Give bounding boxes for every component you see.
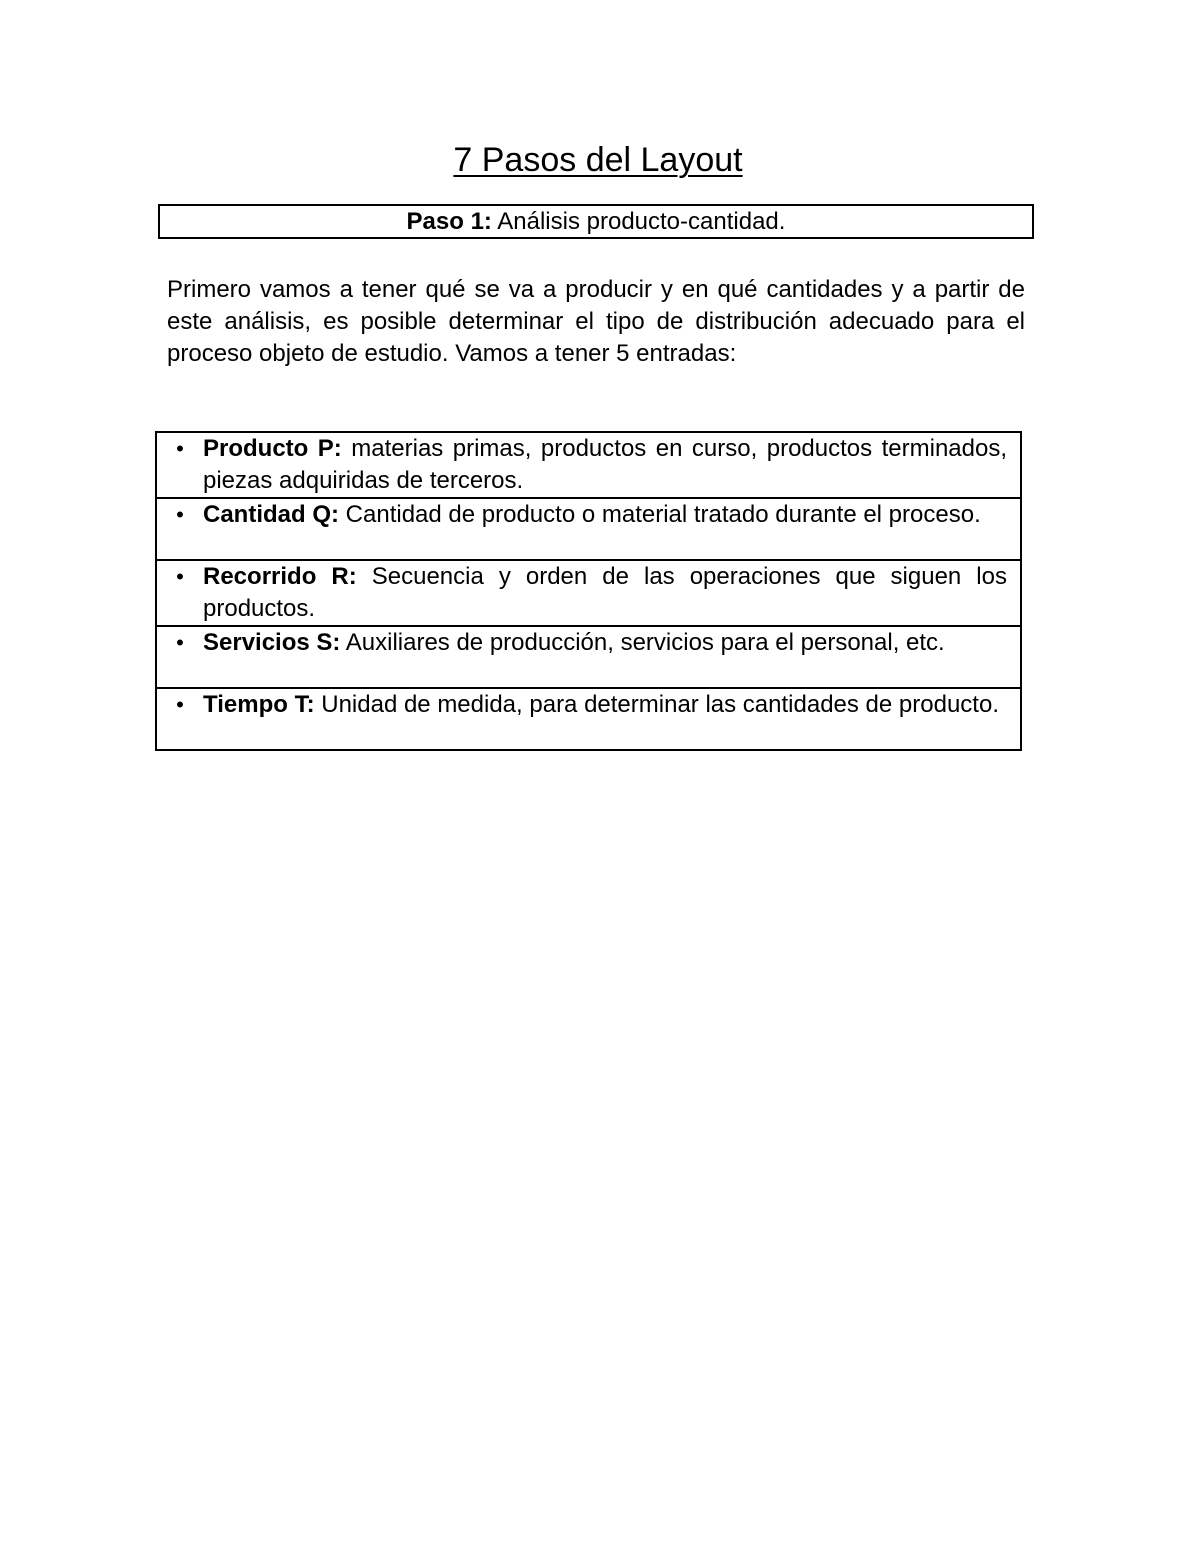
bullet-icon: • bbox=[176, 692, 184, 717]
inputs-table bbox=[155, 431, 1022, 751]
table-row bbox=[156, 626, 1021, 688]
bullet-icon: • bbox=[176, 502, 184, 527]
input-term: Tiempo T: bbox=[203, 691, 315, 718]
step-text: Análisis producto-cantidad. bbox=[497, 208, 786, 235]
input-item-producto bbox=[203, 433, 1020, 497]
page-title: 7 Pasos del Layout bbox=[453, 141, 743, 179]
input-description: Auxiliares de producción, servicios para el personal, etc. bbox=[340, 629, 945, 656]
step-label: Paso 1: bbox=[406, 208, 492, 235]
bullet-icon: • bbox=[176, 436, 184, 461]
input-description: materias primas, productos en curso, productos terminados, piezas adquiridas de terceros. bbox=[203, 435, 1007, 494]
table-row bbox=[156, 432, 1021, 498]
input-item-servicios bbox=[203, 627, 1020, 659]
input-description: Unidad de medida, para determinar las cantidades de producto. bbox=[314, 691, 999, 718]
step-header-box bbox=[158, 204, 1034, 239]
input-item-cantidad bbox=[203, 499, 1020, 531]
input-item-recorrido bbox=[203, 561, 1020, 625]
bullet-icon: • bbox=[176, 630, 184, 655]
input-item-tiempo bbox=[203, 689, 1020, 721]
input-term: Producto P: bbox=[203, 435, 342, 462]
input-term: Recorrido R: bbox=[203, 563, 357, 590]
input-term: Servicios S: bbox=[203, 629, 341, 656]
bullet-icon: • bbox=[176, 564, 184, 589]
input-term: Cantidad Q: bbox=[203, 501, 339, 528]
intro-paragraph: Primero vamos a tener qué se va a producir y en qué cantidades y a partir de este análisis, es posible determinar el tipo de distribución adecuado para el proceso objeto de estudio. Vamos a tener 5 entradas: bbox=[167, 276, 1025, 367]
table-row bbox=[156, 560, 1021, 626]
table-row bbox=[156, 688, 1021, 750]
input-description: Cantidad de producto o material tratado durante el proceso. bbox=[339, 501, 981, 528]
table-row bbox=[156, 498, 1021, 560]
input-description: Secuencia y orden de las operaciones que siguen los productos. bbox=[203, 563, 1007, 622]
